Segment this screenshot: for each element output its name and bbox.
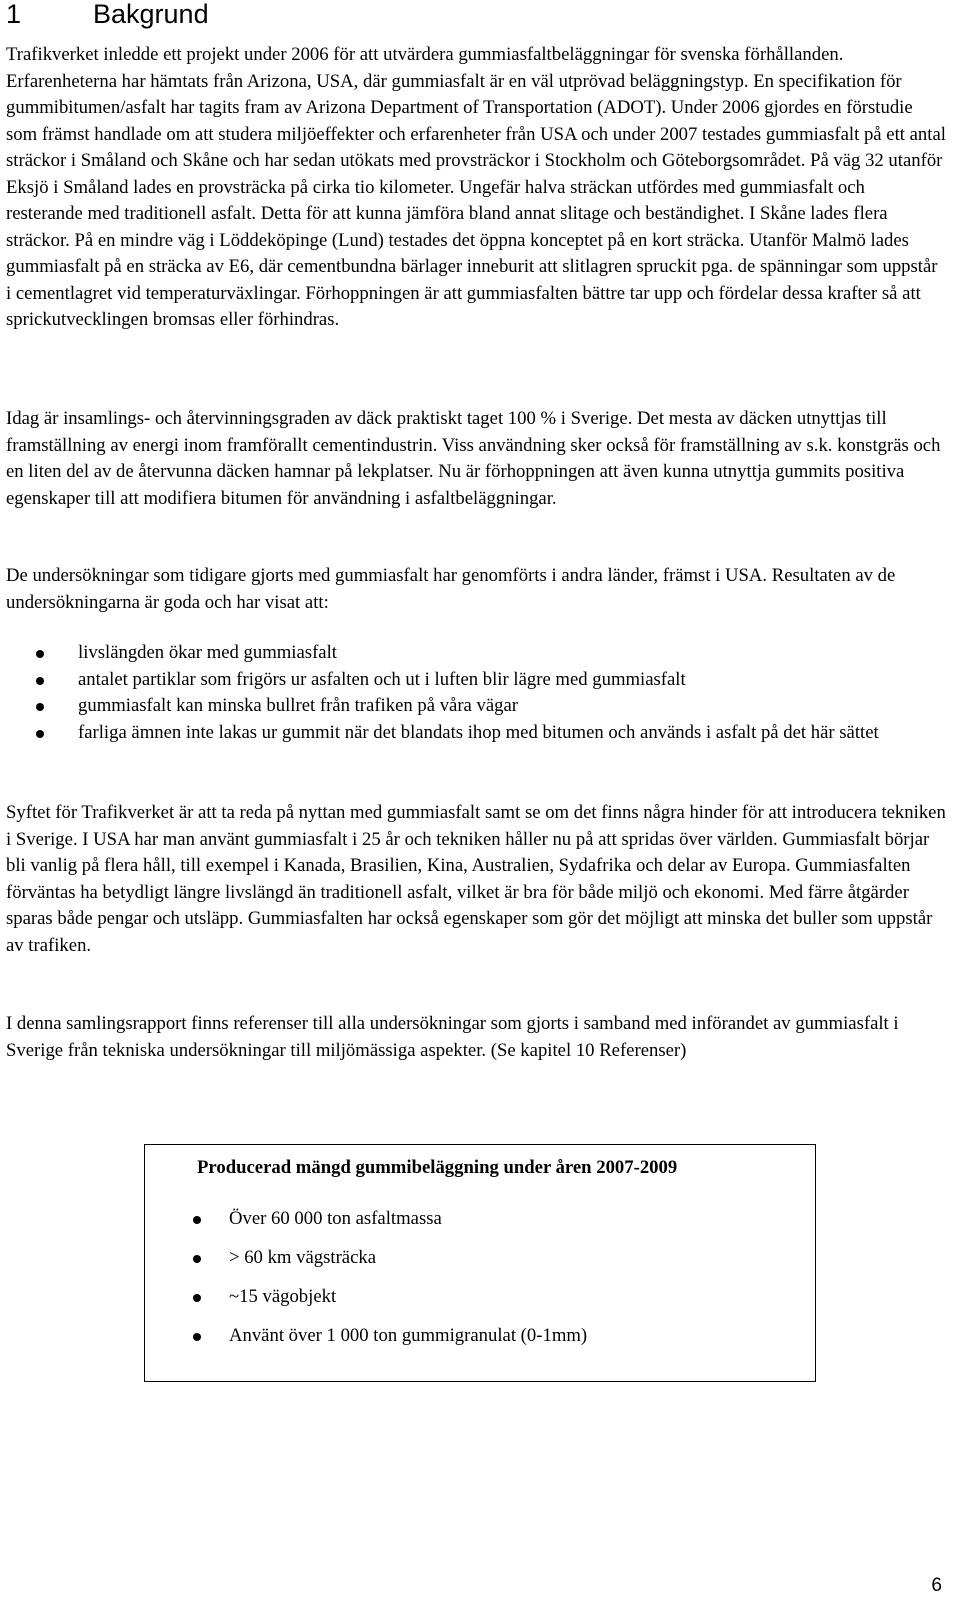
paragraph-background: Trafikverket inledde ett projekt under 2006 för att utvärdera gummiasfaltbeläggningar för svenska förhållanden. Erfarenheterna har hämtats från Arizona, USA, där gummiasfalt är en väl utprövad beläggningstyp. En specifikation för gummibitumen/asfalt har tagits fram av Arizona Department of Transportation (ADOT). Under 2006 gjordes en förstudie som främst handlade om att studera miljöeffekter och erfarenheter från USA och under 2007 testades gummiasfalt på ett antal sträckor i Småland och Skåne och har sedan utökats med provsträckor i Stockholm och Göteborgsområdet. På väg 32 utanför Eksjö i Småland lades en provsträcka på cirka tio kilometer. Ungefär halva sträckan utfördes med gummiasfalt och resterande med traditionell asfalt. Detta för att kunna jämföra bland annat slitage och beständighet. I Skåne lades flera sträckor. På en mindre väg i Löddeköpinge (Lund) testades det öppna konceptet på en kort sträcka. Utanför Malmö lades gummiasfalt på en sträcka av E6, där cementbundna bärlager inneburit att slitlagren spruckit pga. de spänningar som uppstår i cementlagret vid temperaturväxlingar. Förhoppningen är att gummiasfalten bättre tar upp och fördelar dessa krafter så att sprickutvecklingen bromsas eller förhindras. <box>6 44 946 330</box>
list-item <box>6 667 946 694</box>
list-item <box>6 640 946 667</box>
bullet-icon <box>36 650 44 658</box>
paragraph-references: I denna samlingsrapport finns referenser till alla undersökningar som gjorts i samband med införandet av gummiasfalt i Sverige från tekniska undersökningar till miljömässiga aspekter. (Se kapitel 10 Referenser) <box>6 1013 899 1061</box>
results-list <box>6 640 946 746</box>
list-item <box>145 1243 785 1282</box>
bullet-icon <box>36 730 44 738</box>
list-item-text: gummiasfalt kan minska bullret från trafiken på våra vägar <box>78 695 519 716</box>
section-number: 1 <box>6 0 22 29</box>
list-item <box>6 693 946 720</box>
paragraph-recycling: Idag är insamlings- och återvinningsgraden av däck praktiskt taget 100 % i Sverige. Det mesta av däcken utnyttjas till framställning av energi inom framförallt cementindustrin. Viss användning sker också för framställning av s.k. konstgräs och en liten del av de återvunna däcken hamnar på lekplatser. Nu är förhoppningen att även kunna utnyttja gummits positiva egenskaper till att modifiera bitumen för användning i asfaltbeläggningar. <box>6 408 941 509</box>
list-item <box>145 1321 785 1360</box>
bullet-icon <box>193 1333 201 1341</box>
list-item-text: Använt över 1 000 ton gummigranulat (0-1mm) <box>229 1325 588 1346</box>
list-item-text: > 60 km vägsträcka <box>229 1247 377 1268</box>
list-item <box>6 720 946 747</box>
list-item <box>145 1282 785 1321</box>
paragraph-studies: De undersökningar som tidigare gjorts med gummiasfalt har genomförts i andra länder, främst i USA. Resultaten av de undersökningarna är goda och har visat att: <box>6 565 896 613</box>
bullet-icon <box>193 1294 201 1302</box>
list-item-text: antalet partiklar som frigörs ur asfalten och ut i luften blir lägre med gummiasfalt <box>78 668 686 690</box>
bullet-icon <box>193 1216 201 1224</box>
list-item-text: livslängden ökar med gummiasfalt <box>78 642 337 663</box>
summary-box-title: Producerad mängd gummibeläggning under åren 2007-2009 <box>197 1157 678 1178</box>
paragraph-purpose: Syftet för Trafikverket är att ta reda på nyttan med gummiasfalt samt se om det finns några hinder för att introducera tekniken i Sverige. I USA har man använt gummiasfalt i 25 år och tekniken håller nu på att spridas över världen. Gummiasfalt börjar bli vanlig på flera håll, till exempel i Kanada, Brasilien, Kina, Australien, Sydafrika och delar av Europa. Gummiasfalten förväntas ha betydligt längre livslängd än traditionell asfalt, vilket är bra för både miljö och ekonomi. Med färre åtgärder sparas både pengar och utsläpp. Gummiasfalten har också egenskaper som gör det möjligt att minska det buller som uppstår av trafiken. <box>6 802 946 956</box>
bullet-icon <box>193 1255 201 1263</box>
page-number: 6 <box>931 1575 942 1596</box>
section-title: Bakgrund <box>93 0 209 29</box>
list-item-text: Över 60 000 ton asfaltmassa <box>229 1208 442 1229</box>
list-item <box>145 1204 785 1243</box>
bullet-icon <box>36 677 44 685</box>
bullet-icon <box>36 703 44 711</box>
section-heading <box>6 0 209 30</box>
summary-box-list <box>145 1204 785 1360</box>
summary-box <box>144 1144 816 1382</box>
list-item-text: ~15 vägobjekt <box>229 1286 337 1307</box>
list-item-text: farliga ämnen inte lakas ur gummit när det blandats ihop med bitumen och används i asfalt på det här sättet <box>78 721 879 743</box>
